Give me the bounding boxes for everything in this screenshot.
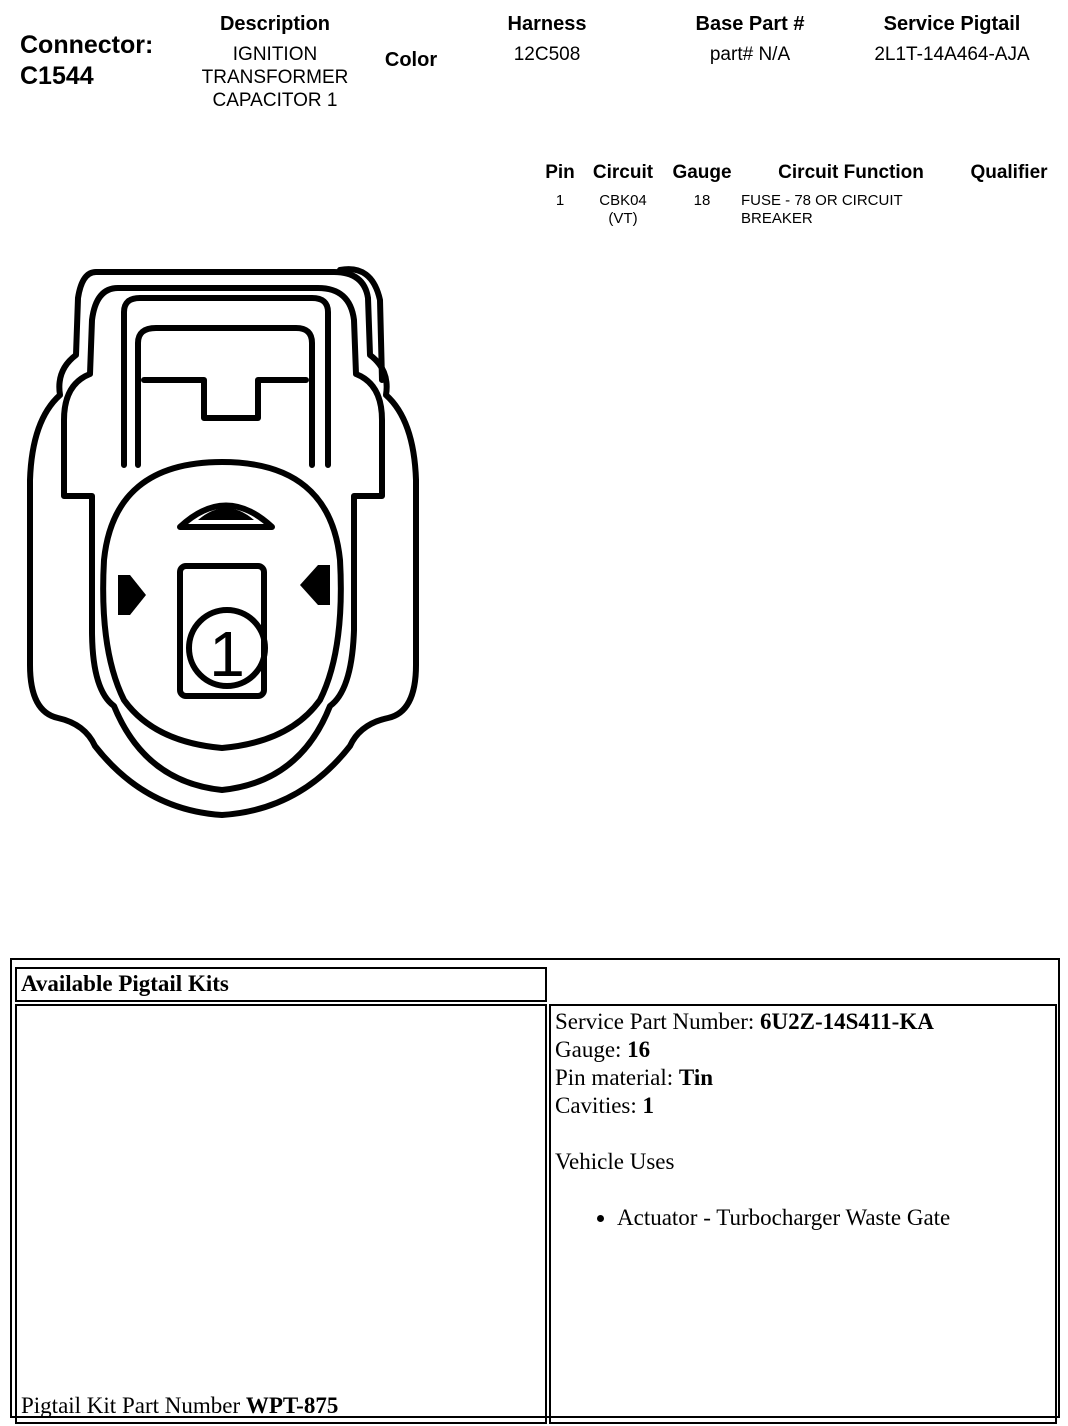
circuit-code: CBK04 — [599, 192, 647, 209]
pigtail-kits-title: Available Pigtail Kits — [21, 971, 229, 996]
pigtail-kit-part-number — [21, 1392, 338, 1420]
service-part-value: 6U2Z-14S411-KA — [760, 1009, 934, 1034]
gauge-column-header: Gauge — [672, 162, 732, 183]
description-header: Description — [219, 13, 331, 35]
base-part-header: Base Part # — [695, 13, 805, 35]
service-pigtail-value: 2L1T-14A464-AJA — [874, 44, 1030, 65]
kit-gauge-value: 16 — [627, 1037, 651, 1062]
qualifier-column-header: Qualifier — [970, 162, 1048, 183]
description-value — [175, 43, 375, 112]
vehicle-uses-list — [555, 1204, 950, 1232]
pin-cell: 1 — [555, 192, 565, 209]
circuit-function-column-header: Circuit Function — [778, 162, 924, 183]
vehicle-use-item: • Actuator - Turbocharger Waste Gate — [617, 1204, 950, 1232]
harness-header: Harness — [507, 13, 587, 35]
kit-part-label: Pigtail Kit Part Number — [21, 1393, 241, 1418]
pigtail-kit-left-cell — [15, 1004, 547, 1424]
circuit-function-cell — [741, 192, 956, 228]
description-line: TRANSFORMER — [201, 67, 349, 88]
service-part-line — [555, 1008, 950, 1036]
polarity-marker-right — [300, 565, 330, 605]
polarity-marker-left — [118, 575, 146, 615]
base-part-value: part# N/A — [709, 44, 791, 65]
pin-column-header: Pin — [545, 162, 575, 183]
connector-face-diagram — [0, 250, 440, 830]
gauge-cell: 18 — [693, 192, 711, 209]
harness-value: 12C508 — [513, 44, 581, 65]
latch-tab — [144, 380, 306, 418]
pigtail-kits-title-cell — [15, 967, 547, 1002]
pin-material-label: Pin material: — [555, 1065, 674, 1090]
kit-gauge-label: Gauge: — [555, 1037, 622, 1062]
pin-material-value: Tin — [678, 1065, 714, 1090]
cavities-value: 1 — [642, 1093, 655, 1118]
latch-inner-frame — [138, 328, 312, 465]
kit-part-value: WPT-875 — [245, 1393, 339, 1418]
service-pigtail-header: Service Pigtail — [883, 13, 1021, 35]
cavities-line — [555, 1092, 950, 1120]
pigtail-kit-details — [555, 1008, 950, 1232]
circuit-wire-color: (VT) — [608, 210, 638, 227]
circuit-cell — [583, 192, 663, 228]
connector-heading — [20, 30, 153, 92]
cavities-label: Cavities: — [555, 1093, 637, 1118]
kit-gauge-line — [555, 1036, 950, 1064]
description-line: CAPACITOR 1 — [212, 90, 338, 111]
pin-number-label: 1 — [209, 618, 245, 690]
vehicle-uses-label: Vehicle Uses — [555, 1149, 675, 1174]
circuit-function-line: BREAKER — [741, 210, 813, 227]
circuit-column-header: Circuit — [592, 162, 654, 183]
color-header: Color — [384, 49, 438, 71]
service-part-label: Service Part Number: — [555, 1009, 755, 1034]
connector-id: C1544 — [20, 62, 94, 90]
connector-label: Connector: — [20, 31, 154, 59]
pin-material-line — [555, 1064, 950, 1092]
circuit-function-line: FUSE - 78 OR CIRCUIT — [741, 192, 903, 209]
pigtail-kit-right-cell — [549, 1004, 1057, 1424]
description-line: IGNITION — [232, 44, 318, 65]
